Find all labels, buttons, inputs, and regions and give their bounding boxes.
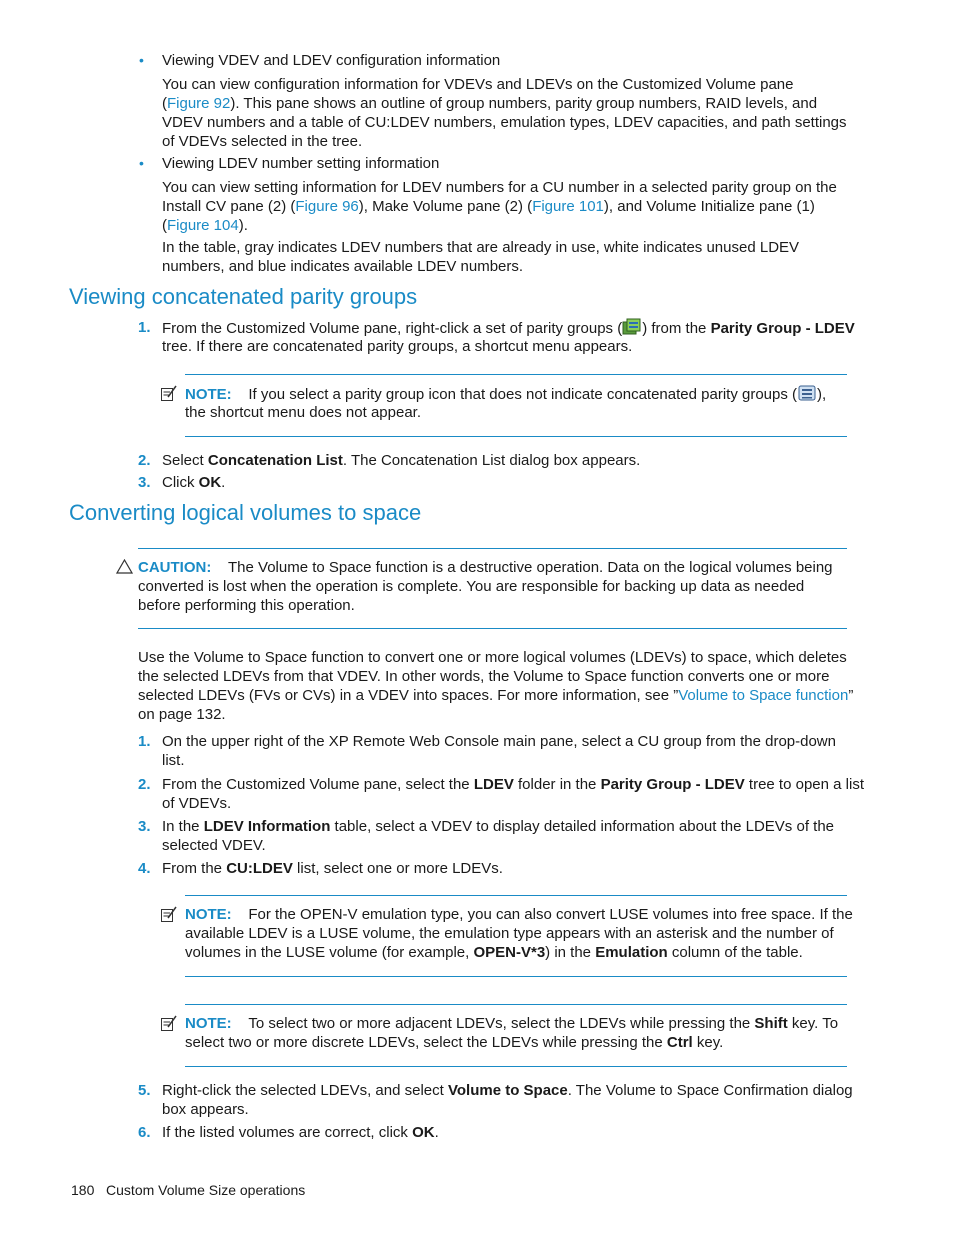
text-run: tree to open a list [744,776,864,793]
bullet-dot: • [139,52,144,68]
step-text [162,1081,853,1119]
text-line [162,238,799,257]
text-line [162,836,834,855]
parity-group-icon [797,384,817,407]
text-line [162,817,834,836]
text-line [185,905,853,924]
text-run: box appears. [162,1101,249,1118]
text-run: ), Make Volume pane (2) ( [358,198,533,215]
caution-rule-top [138,548,847,549]
note-text [185,1014,838,1052]
text-run: . The Volume to Space Confirmation dialog [567,1082,853,1099]
text-run: key. To [787,1015,839,1032]
text-run: Install CV pane (2) ( [162,198,296,215]
page-number: 180 [71,1182,95,1198]
step-text [162,775,864,813]
bold-term: LDEV [473,776,514,793]
intro-line-2: the selected LDEVs from that VDEV. In other words, the Volume to Space function converts one or more [138,668,830,685]
bold-term: OPEN-V*3 [473,944,546,961]
text-run: select two or more discrete LDEVs, select the LDEVs while pressing the [185,1034,667,1051]
text-run: For the OPEN-V emulation type, you can also convert LUSE volumes into free space. If the [248,906,853,923]
bullet-2-para-1 [162,178,837,235]
bullet-2-para-2 [162,238,799,276]
text-run: folder in the [513,776,601,793]
note-pad-icon [160,1015,177,1036]
text-line [162,1123,439,1142]
note-pad-icon [160,385,177,406]
text-run: numbers, and blue indicates available LDEV numbers. [162,258,524,275]
bold-term: OK [412,1124,435,1141]
text-run: . [434,1124,439,1141]
text-line [162,775,864,794]
caution-rule-bottom [138,628,847,629]
bullet-title-1: Viewing VDEV and LDEV configuration information [162,52,501,69]
bold-term: LDEV Information [203,818,331,835]
step-number: 1. [138,733,151,750]
text-run: From the [162,860,227,877]
step-number: 2. [138,776,151,793]
text-line [162,216,837,235]
caution-triangle-icon [116,559,133,578]
text-run: ). [238,217,248,234]
caution-text-2: converted is lost when the operation is complete. You are responsible for backing up data as needed [138,578,805,595]
page-footer [71,1181,305,1199]
text-run: volumes in the LUSE volume (for example, [185,944,474,961]
section-heading: Viewing concatenated parity groups [69,284,418,309]
step-3-text: Click OK. [162,474,226,491]
text-line [162,1100,853,1119]
footer-section: Custom Volume Size operations [106,1182,306,1198]
text-run: key. [692,1034,724,1051]
step-2-text: Select Concatenation List. The Concatenation List dialog box appears. [162,452,641,469]
note-label: NOTE: [185,906,232,923]
note-rule-top [185,1004,847,1005]
text-line [162,732,836,751]
bold-term: CU:LDEV [226,860,293,877]
figure-link[interactable]: Figure 104 [167,217,239,234]
text-run: From the Customized Volume pane, select the [162,776,474,793]
intro-line-1: Use the Volume to Space function to convert one or more logical volumes (LDEVs) to space, which deletes [138,649,847,666]
text-run: list, select one or more LDEVs. [292,860,503,877]
text-line [185,924,853,943]
note-text [185,905,853,962]
text-run: selected VDEV. [162,837,266,854]
text-run: Right-click the selected LDEVs, and select [162,1082,448,1099]
text-line [185,943,853,962]
note-text-2: the shortcut menu does not appear. [185,404,421,421]
text-run: In the table, gray indicates LDEV numbers that are already in use, white indicates unused LDEV [162,239,800,256]
note-rule-bottom [185,976,847,977]
intro-line-3: selected LDEVs (FVs or CVs) in a VDEV into spaces. For more information, see ”Volume to Space function” [138,687,854,704]
text-line [162,257,799,276]
figure-link[interactable]: Figure 96 [295,198,359,215]
text-run: VDEV numbers and a table of CU:LDEV numbers, emulation types, LDEV capacities, and path settings [162,114,847,131]
step-number: 4. [138,860,151,877]
step-1-text-2: tree. If there are concatenated parity groups, a shortcut menu appears. [162,338,633,355]
bold-term: Emulation [595,944,668,961]
step-number: 6. [138,1124,151,1141]
note-rule-top [185,895,847,896]
text-line [162,94,847,113]
step-number: 1. [138,319,151,336]
text-line [162,859,503,878]
bold-term: Volume to Space [447,1082,568,1099]
figure-link[interactable]: Figure 101 [532,198,604,215]
text-run: In the [162,818,204,835]
note-pad-icon [160,906,177,927]
note-rule-top [185,374,847,375]
text-run: ( [162,95,167,112]
figure-link[interactable]: Figure 92 [167,95,231,112]
step-text [162,1123,439,1142]
text-line [162,1081,853,1100]
bold-term: Ctrl [666,1034,693,1051]
text-line [185,1033,838,1052]
text-line [162,132,847,151]
bullet-title-2: Viewing LDEV number setting information [162,155,440,172]
text-line [162,113,847,132]
step-1-text: From the Customized Volume pane, right-click a set of parity groups ( ) from the Parity Group - LDEV [162,318,855,341]
text-run: available LDEV is a LUSE volume, the emulation type appears with an asterisk and the number of [185,925,834,942]
intro-line-4: on page 132. [138,706,226,723]
step-number: 2. [138,452,151,469]
note-text: NOTE: If you select a parity group icon that does not indicate concatenated parity groups ( ), [185,384,826,407]
bold-term: Shift [754,1015,788,1032]
text-run: ), and Volume Initialize pane (1) [603,198,815,215]
note-rule-bottom [185,1066,847,1067]
text-run: ( [162,217,167,234]
caution-text: CAUTION: The Volume to Space function is a destructive operation. Data on the logical volumes being [138,559,833,576]
step-text [162,817,834,855]
text-run: On the upper right of the XP Remote Web Console main pane, select a CU group from the drop-down [162,733,836,750]
text-line [162,794,864,813]
text-run: table, select a VDEV to display detailed information about the LDEVs of the [330,818,835,835]
step-text [162,732,836,770]
text-line [162,178,837,197]
step-number: 3. [138,474,151,491]
text-run: To select two or more adjacent LDEVs, select the LDEVs while pressing the [248,1015,755,1032]
text-run: ). This pane shows an outline of group numbers, parity group numbers, RAID levels, and [230,95,818,112]
section-heading: Converting logical volumes to space [69,500,422,525]
text-run: If the listed volumes are correct, click [162,1124,413,1141]
text-run: ) in the [545,944,596,961]
bullet-dot: • [139,155,144,171]
bullet-1-para [162,75,847,151]
step-text [162,859,503,878]
volume-to-space-link[interactable]: Volume to Space function [678,687,849,704]
text-run: You can view setting information for LDEV numbers for a CU number in a selected parity group on the [162,179,837,196]
text-line [162,75,847,94]
text-line [162,751,836,770]
note-rule-bottom [185,436,847,437]
caution-text-3: before performing this operation. [138,597,355,614]
bold-term: Parity Group - LDEV [600,776,745,793]
text-run: You can view configuration information for VDEVs and LDEVs on the Customized Volume pane [162,76,794,93]
text-run: of VDEVs selected in the tree. [162,133,363,150]
step-number: 3. [138,818,151,835]
text-run: column of the table. [667,944,803,961]
text-line [162,197,837,216]
text-run: list. [162,752,185,769]
note-label: NOTE: [185,1015,232,1032]
text-line [185,1014,838,1033]
text-run: of VDEVs. [162,795,232,812]
step-number: 5. [138,1082,151,1099]
